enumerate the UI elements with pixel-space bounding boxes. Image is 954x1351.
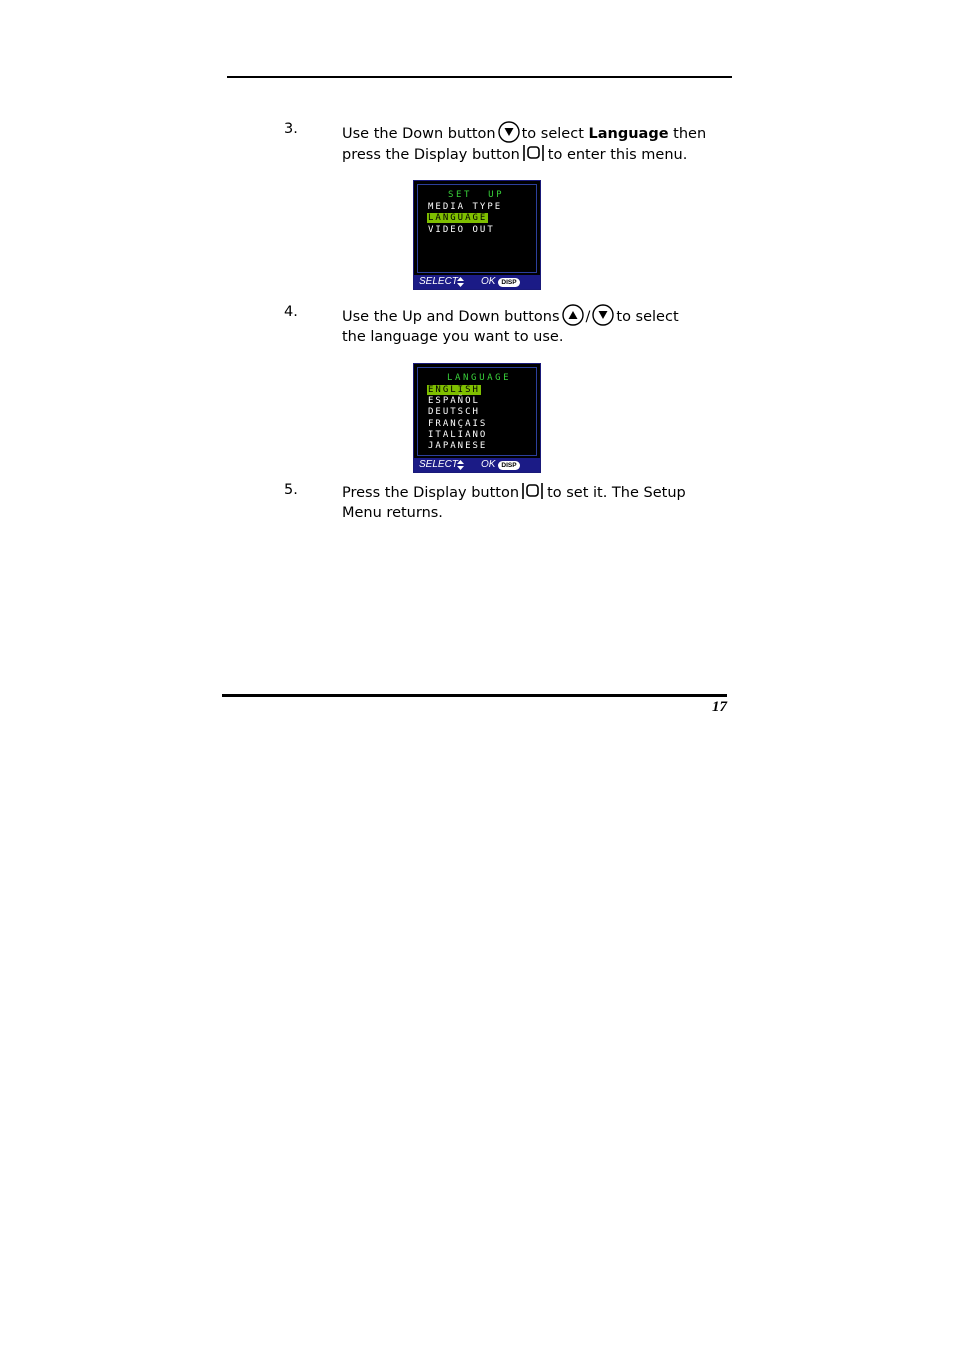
step-4-number: 4. <box>284 304 298 320</box>
step-5-line-1: Press the Display button to set it. The Setup <box>342 482 742 503</box>
setup-menu-screen <box>413 180 541 290</box>
display-button-icon <box>522 144 546 162</box>
screen-footer <box>414 275 540 289</box>
language-item-italiano: ITALIANO <box>428 430 488 440</box>
language-item-espanol: ESPAÑOL <box>428 396 480 406</box>
step-3-line-2: press the Display button to enter this menu. <box>342 144 742 165</box>
language-item-francais: FRANÇAIS <box>428 419 488 429</box>
menu-item-media-type: MEDIA TYPE <box>428 202 503 212</box>
step-4-line-2: the language you want to use. <box>342 329 564 345</box>
select-arrows-icon <box>457 460 464 470</box>
menu-item-video-out: VIDEO OUT <box>428 225 495 235</box>
screen-title: SET UP <box>448 190 505 200</box>
language-menu-screen <box>413 363 541 473</box>
footer-select-label: SELECT <box>419 459 458 470</box>
language-item-japanese: JAPANESE <box>428 441 488 451</box>
menu-item-language: LANGUAGE <box>428 213 488 223</box>
step-5-number: 5. <box>284 482 298 498</box>
language-item-english: ENGLISH <box>428 385 480 395</box>
step-3-number: 3. <box>284 121 298 137</box>
step-4-text <box>342 304 742 347</box>
step-3-line-1: Use the Down button to select Language then <box>342 121 742 144</box>
step-4-line-1: Use the Up and Down buttons / to select <box>342 304 742 327</box>
header-rule <box>227 76 732 78</box>
footer-ok-label: OK <box>481 459 496 470</box>
up-button-icon <box>562 304 584 326</box>
select-arrows-icon <box>457 277 464 287</box>
step-3-text <box>342 121 742 165</box>
display-button-icon <box>521 482 545 500</box>
page-number: 17 <box>712 699 727 715</box>
step-5-text <box>342 482 742 523</box>
language-keyword: Language <box>588 126 669 142</box>
footer-ok-label: OK <box>481 276 496 287</box>
footer-select-label: SELECT <box>419 276 458 287</box>
footer-rule <box>222 694 727 697</box>
down-button-icon <box>592 304 614 326</box>
footer-disp-badge: DISP <box>498 461 520 470</box>
footer-disp-badge: DISP <box>498 278 520 287</box>
screen-footer <box>414 458 540 472</box>
screen-title: LANGUAGE <box>447 373 512 383</box>
step-5-line-2: Menu returns. <box>342 505 443 521</box>
language-item-deutsch: DEUTSCH <box>428 407 480 417</box>
down-button-icon <box>498 121 520 143</box>
